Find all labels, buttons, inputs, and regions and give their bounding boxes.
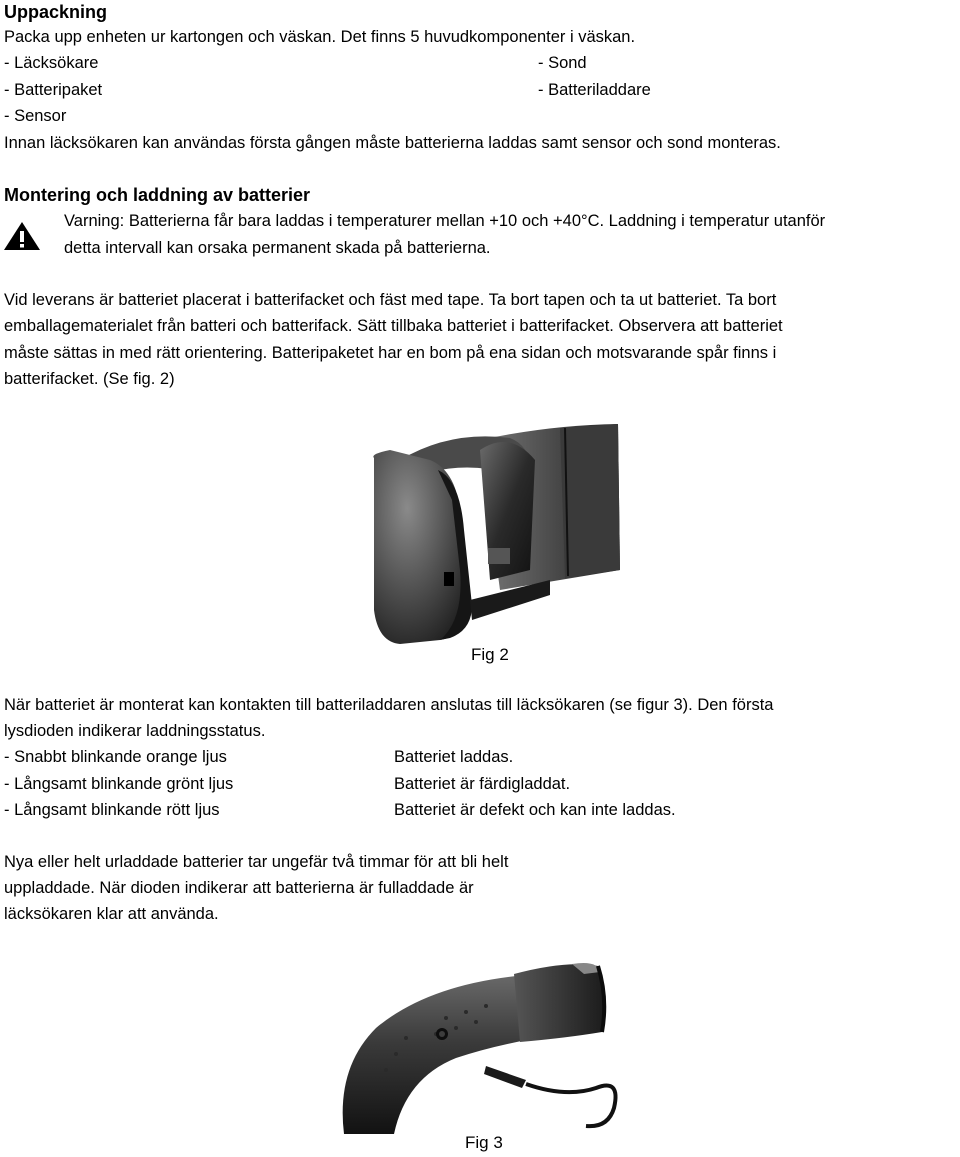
charger-connection-image xyxy=(336,958,628,1134)
component-item: - Batteriladdare xyxy=(538,81,651,99)
closing-line: uppladdade. När dioden indikerar att batterierna är fulladdade är xyxy=(4,879,474,897)
preparation-note: Innan läcksökaren kan användas första gången måste batterierna laddas samt sensor och sond monteras. xyxy=(4,134,781,152)
intro-text: Packa upp enheten ur kartongen och väskan. Det finns 5 huvudkomponenter i väskan. xyxy=(4,28,636,46)
closing-line: Nya eller helt urladdade batterier tar ungefär två timmar för att bli helt xyxy=(4,853,509,871)
status-meaning: Batteriet är defekt och kan inte laddas. xyxy=(394,801,676,819)
component-item: - Batteripaket xyxy=(4,81,103,99)
charging-line: lysdioden indikerar laddningsstatus. xyxy=(4,722,266,740)
fig3-caption: Fig 3 xyxy=(465,1133,503,1152)
warning-line: detta intervall kan orsaka permanent skada på batterierna. xyxy=(64,239,491,257)
heading-montering: Montering och laddning av batterier xyxy=(4,185,311,205)
status-meaning: Batteriet är färdigladdat. xyxy=(394,775,571,793)
charging-line: När batteriet är monterat kan kontakten till batteriladdaren anslutas till läcksökaren (se figur 3). Den första xyxy=(4,696,774,714)
heading-uppackning: Uppackning xyxy=(4,2,108,22)
status-signal: - Långsamt blinkande grönt ljus xyxy=(4,775,234,793)
battery-compartment-image xyxy=(360,420,622,648)
body-line: Vid leverans är batteriet placerat i batterifacket och fäst med tape. Ta bort tapen och ta ut batteriet. Ta bort xyxy=(4,291,777,309)
fig2-caption: Fig 2 xyxy=(471,645,509,664)
warning-icon xyxy=(2,220,42,252)
status-signal: - Snabbt blinkande orange ljus xyxy=(4,748,227,766)
body-line: emballagematerialet från batteri och batterifack. Sätt tillbaka batteriet i batterifacket. Observera att batteriet xyxy=(4,317,783,335)
component-item: - Sond xyxy=(538,54,587,72)
status-meaning: Batteriet laddas. xyxy=(394,748,514,766)
closing-line: läcksökaren klar att använda. xyxy=(4,905,219,923)
body-line: måste sättas in med rätt orientering. Batteripaketet har en bom på ena sidan och motsvarande spår finns i xyxy=(4,344,777,362)
status-signal: - Långsamt blinkande rött ljus xyxy=(4,801,220,819)
body-line: batterifacket. (Se fig. 2) xyxy=(4,370,175,388)
component-item: - Sensor xyxy=(4,107,67,125)
component-item: - Läcksökare xyxy=(4,54,99,72)
warning-line: Varning: Batterierna får bara laddas i temperaturer mellan +10 och +40°C. Laddning i temperatur utanför xyxy=(64,212,826,230)
